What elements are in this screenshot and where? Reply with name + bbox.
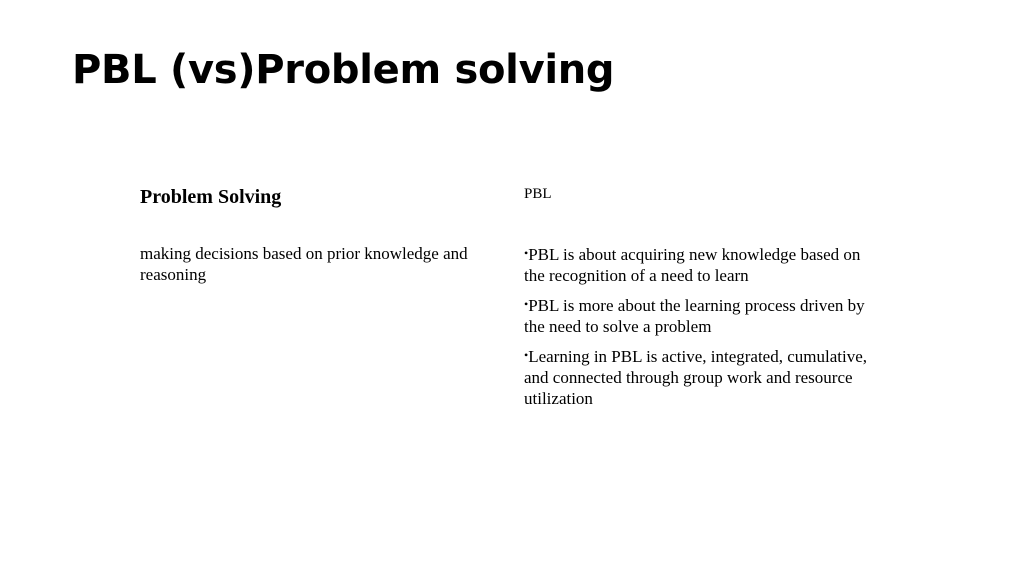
pbl-points bbox=[524, 243, 884, 417]
slide-title: PBL (vs)Problem solving bbox=[72, 47, 615, 93]
pbl-bullet-list bbox=[524, 243, 884, 409]
problem-solving-description: making decisions based on prior knowledge and reasoning bbox=[140, 244, 468, 284]
bullet-icon: • bbox=[524, 297, 529, 311]
pbl-heading: PBL bbox=[524, 186, 552, 202]
bullet-text: Learning in PBL is active, integrated, cumulative, and connected through group work and resource utilization bbox=[524, 347, 867, 408]
bullet-icon: • bbox=[524, 348, 529, 362]
bullet-text: PBL is about acquiring new knowledge based on the recognition of a need to learn bbox=[524, 245, 861, 285]
list-item bbox=[524, 294, 884, 337]
list-item bbox=[524, 243, 884, 286]
bullet-icon: • bbox=[524, 246, 529, 260]
list-item bbox=[524, 345, 884, 409]
bullet-text: PBL is more about the learning process driven by the need to solve a problem bbox=[524, 296, 865, 336]
problem-solving-heading: Problem Solving bbox=[140, 186, 282, 208]
